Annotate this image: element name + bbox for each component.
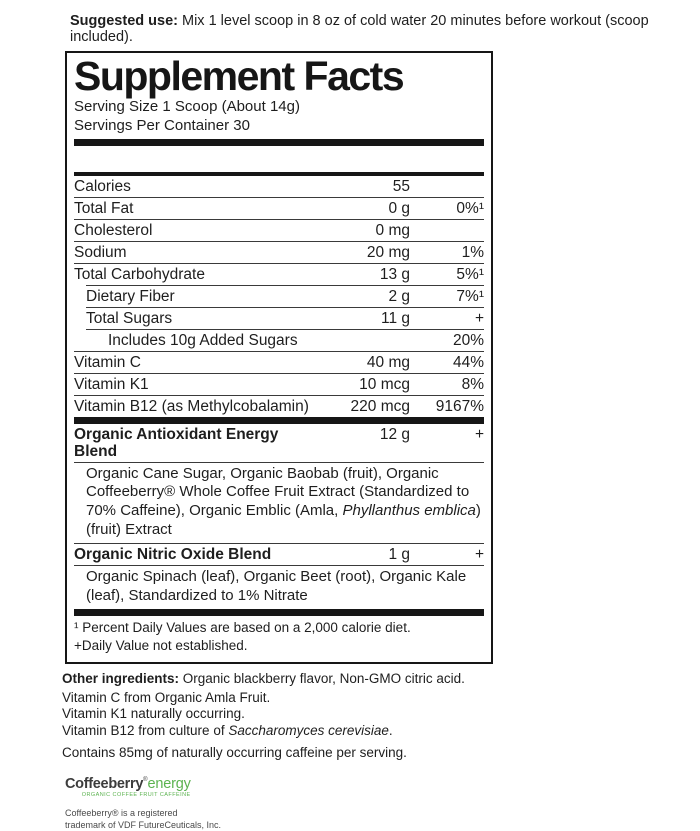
- caffeine-note: Contains 85mg of naturally occurring caffeine per serving.: [62, 745, 407, 761]
- suggested-use-text: Mix 1 level scoop in 8 oz of cold water 20 minutes before workout (scoop included).: [70, 13, 649, 45]
- nutrient-amount: 20 mg: [366, 243, 410, 261]
- blend-desc-latin-name: Phyllanthus emblica: [342, 502, 476, 520]
- nutrient-dv: 8%: [461, 375, 484, 393]
- blend-desc-text: ) (fruit) Extract: [86, 502, 481, 538]
- other-ingredients-line: [62, 671, 700, 687]
- nutrient-name: Vitamin C: [74, 353, 141, 371]
- nutrient-dv: 20%: [452, 331, 484, 349]
- table-row-cholesterol: [74, 219, 484, 241]
- table-row-total-sugars: [86, 307, 484, 329]
- trademark-disclaimer: [65, 808, 700, 831]
- blend-amount: 12 g: [379, 425, 410, 443]
- supplement-label-page: [0, 13, 700, 830]
- registered-mark-icon: ®: [143, 776, 148, 783]
- brand-suffix: energy: [147, 775, 191, 792]
- nutrient-amount: 13 g: [379, 265, 410, 283]
- table-row-vitamin-c: [74, 351, 484, 373]
- blend-name: Organic Antioxidant Energy Blend: [74, 425, 279, 460]
- nutrient-amount: 220 mcg: [350, 397, 410, 415]
- nutrient-name: Total Sugars: [86, 309, 173, 327]
- blend-desc-text: Organic Spinach (leaf), Organic Beet (root), Organic Kale (leaf), Standardized to 1% Nitrate: [86, 568, 467, 604]
- brand-name: Coffeeberry: [65, 775, 144, 792]
- coffeeberry-wordmark: [65, 776, 191, 799]
- nutrient-amount: 2 g: [388, 287, 410, 305]
- nutrient-dv: 1%: [461, 243, 484, 261]
- note-b12-latin-name: Saccharomyces cerevisiae: [228, 722, 389, 738]
- servings-per-container: Servings Per Container 30: [74, 116, 250, 134]
- table-row-added-sugars: [86, 329, 484, 351]
- divider-thick: [74, 139, 484, 146]
- blend-amount: 1 g: [388, 546, 410, 564]
- nutrient-name: Vitamin K1: [74, 375, 149, 393]
- table-row-dietary-fiber: [86, 285, 484, 307]
- other-ingredients-label: Other ingredients:: [62, 670, 180, 686]
- nutrient-name: Vitamin B12 (as Methylcobalamin): [74, 397, 309, 415]
- blend-row-antioxidant-energy: [74, 424, 484, 462]
- blend-row-nitric-oxide: [74, 543, 484, 565]
- nutrient-dv: +: [474, 309, 484, 327]
- supplement-facts-panel: [65, 51, 493, 664]
- nutrient-amount: 10 mcg: [359, 375, 410, 393]
- nutrient-dv: 9167%: [435, 397, 484, 415]
- nutrient-amount: 55: [392, 177, 410, 195]
- blend-dv: +: [474, 425, 484, 443]
- table-row-sodium: [74, 241, 484, 263]
- divider-thick: [74, 417, 484, 424]
- suggested-use-label: Suggested use:: [70, 13, 178, 29]
- nutrient-name: Cholesterol: [74, 221, 153, 239]
- note-b12-text: Vitamin B12 from culture of: [62, 722, 229, 738]
- blend-desc-text: Organic Cane Sugar, Organic Baobab (fruit), Organic Coffeeberry® Whole Coffee Fruit Extract (Standardized to 70% Caffeine), Organic Emblic (Amla,: [86, 464, 470, 520]
- table-row-total-carbohydrate: [74, 263, 484, 285]
- divider-thick: [74, 609, 484, 616]
- note-vitamin-b12: [62, 723, 700, 739]
- table-row-total-fat: [74, 197, 484, 219]
- table-row-calories: [74, 176, 484, 197]
- footnote-dv-not-established: +Daily Value not established.: [74, 637, 248, 653]
- footnotes: [74, 616, 484, 661]
- suggested-use-line: [70, 13, 700, 45]
- header-spacer: [74, 146, 484, 172]
- nutrient-name: Dietary Fiber: [86, 287, 175, 305]
- nutrient-amount: 0 g: [388, 199, 410, 217]
- trademark-disclaimer-line2: trademark of VDF FutureCeuticals, Inc.: [65, 819, 222, 830]
- panel-title: Supplement Facts: [74, 53, 404, 99]
- nutrient-name: Sodium: [74, 243, 127, 261]
- blend-name: Organic Nitric Oxide Blend: [74, 546, 272, 564]
- nutrient-dv: 7%¹: [456, 287, 484, 305]
- other-ingredients-text: Organic blackberry flavor, Non-GMO citric acid.: [179, 670, 465, 686]
- coffeeberry-logo: [65, 776, 700, 831]
- blend-description-antioxidant: [74, 462, 484, 543]
- note-vitamin-c: Vitamin C from Organic Amla Fruit.: [62, 689, 271, 705]
- nutrient-dv: 5%¹: [456, 265, 484, 283]
- nutrient-dv: 0%¹: [456, 199, 484, 217]
- table-row-vitamin-k1: [74, 373, 484, 395]
- nutrient-dv: 44%: [452, 353, 484, 371]
- nutrient-name: Total Fat: [74, 199, 134, 217]
- nutrient-amount: 11 g: [380, 309, 410, 327]
- other-ingredients-section: [62, 671, 700, 762]
- table-row-vitamin-b12: [74, 395, 484, 417]
- note-b12-period: .: [388, 722, 393, 738]
- footnote-daily-values: ¹ Percent Daily Values are based on a 2,000 calorie diet.: [74, 620, 411, 636]
- nutrient-amount: 40 mg: [366, 353, 410, 371]
- brand-tagline: ORGANIC COFFEE FRUIT CAFFEINE: [81, 791, 191, 798]
- nutrient-name: Total Carbohydrate: [74, 265, 205, 283]
- note-vitamin-k1: Vitamin K1 naturally occurring.: [62, 706, 245, 722]
- nutrient-name: Includes 10g Added Sugars: [108, 331, 298, 349]
- trademark-disclaimer-line1: Coffeeberry® is a registered: [65, 807, 178, 818]
- nutrient-amount: 0 mg: [375, 221, 410, 239]
- blend-description-nitric-oxide: [74, 565, 484, 609]
- blend-dv: +: [474, 546, 484, 564]
- serving-size: Serving Size 1 Scoop (About 14g): [74, 98, 300, 116]
- nutrient-name: Calories: [74, 177, 131, 195]
